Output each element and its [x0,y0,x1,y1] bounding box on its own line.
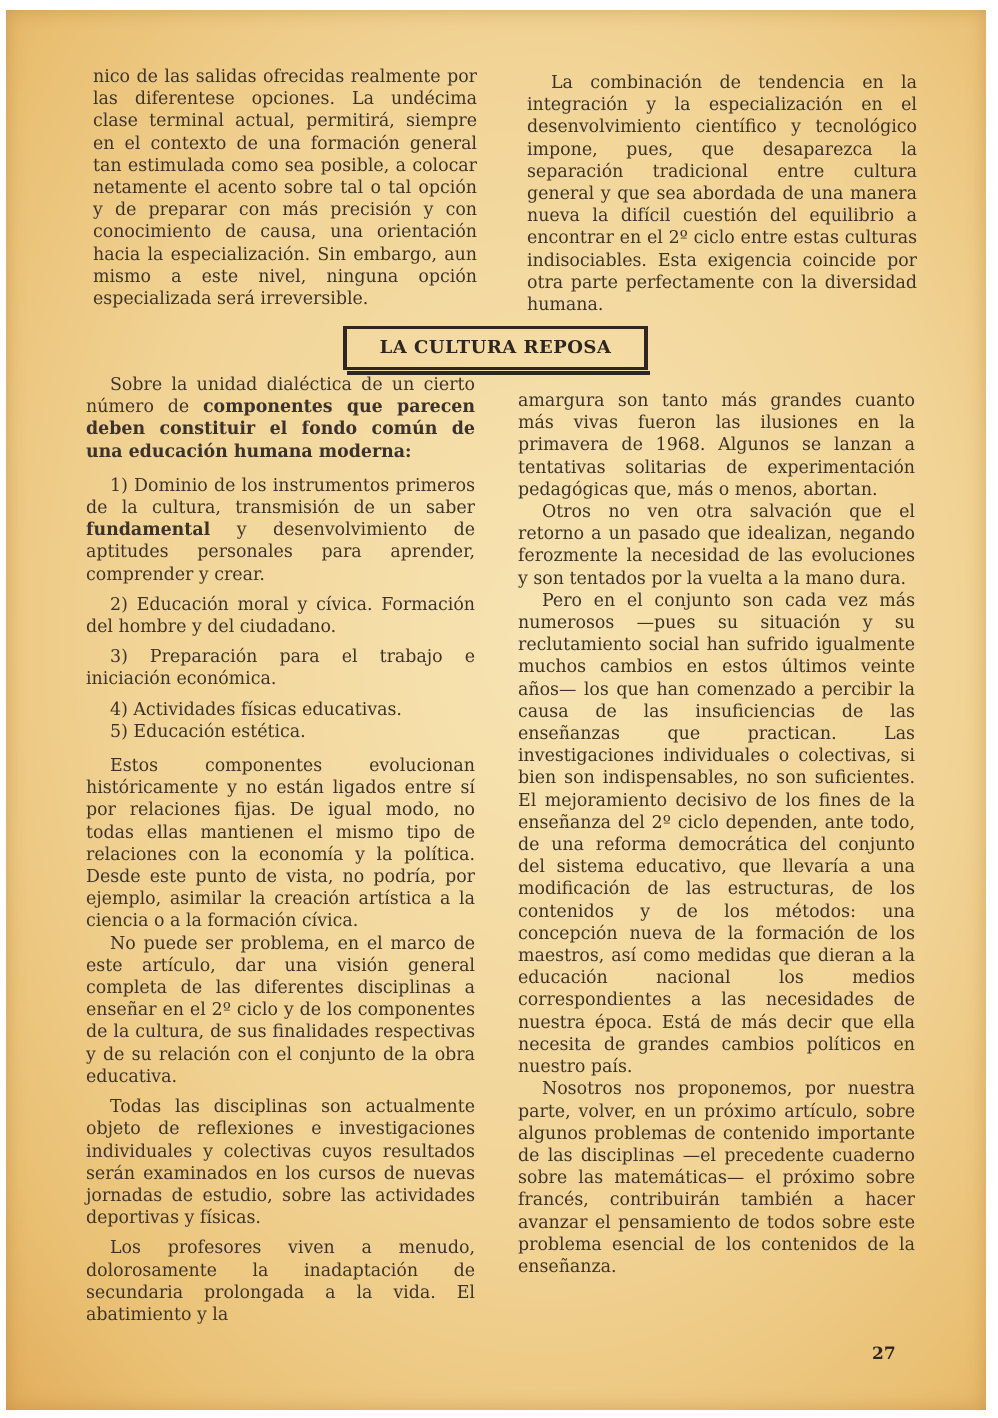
list-item-1-text: 1) Dominio de los instrumentos primeros de la cultura, transmisión de un saber [86,475,475,519]
intro-text: Sobre la unidad dialéctica de un cierto número de [86,375,475,418]
page-number: 27 [872,1344,896,1364]
intro-bold-text: componentes que parecen deben constituir el fondo común de una educación humana moderna: [86,397,475,462]
list-item-3: 3) Preparación para el trabajo e iniciación económica. [86,647,475,690]
right-column [518,390,915,1278]
paragraph-profesores: Los profesores viven a menudo, dolorosamente la inadaptación de secundaria prolongada a la vida. El abatimiento y la [86,1238,475,1325]
top-left-column [93,66,477,310]
paragraph-amargura: amargura son tanto más grandes cuanto más vivas fueron las ilusiones en la primavera de 1968. Algunos se lanzan a tentativas solitarias de experimentación pedagógicas que, más o menos, abortan. [518,391,915,500]
paragraph-disciplinas: Todas las disciplinas son actualmente objeto de reflexiones e investigaciones individuales y colectivas cuyos resultados serán examinados en los cursos de nuevas jornadas de estudio, sobre las actividades deportivas y físicas. [86,1097,475,1229]
list-item-5: 5) Educación estética. [110,721,306,742]
paragraph-combinacion: La combinación de tendencia en la integración y la especialización en el desenvolvimiento científico y tecnológico impone, pues, que desaparezca la separación tradicional entre cultura general y que sea abordada de una manera nueva la difícil cuestión del equilibrio a encontrar en el 2º ciclo entre estas culturas indisociables. Esta exigencia coincide por otra parte perfectamente con la diversidad humana. [527,73,917,316]
list-item-1 [86,475,475,586]
paragraph-componentes: Estos componentes evolucionan históricamente y no están ligados entre sí por relaciones fijas. De igual modo, no todas ellas mantienen el mismo tipo de relaciones con la economía y la política. Desde este punto de vista, no podría, por ejemplo, asimilar la creación artística a la ciencia o a la formación cívica. [86,756,475,932]
paragraph-otros: Otros no ven otra salvación que el retorno a un pasado que idealizan, negando ferozmente la necesidad de las evoluciones y son tentados por la vuelta a la mano dura. [518,502,915,589]
page [6,10,986,1410]
intro-paragraph [86,374,475,463]
paragraph-nosotros: Nosotros nos proponemos, por nuestra parte, volver, en un próximo artículo, sobre algunos problemas de contenido importante de las disciplinas —el precedente cuaderno sobre las matemáticas— el próximo sobre francés, contribuirán también a hacer avanzar el pensamiento de todos sobre este problema esencial de los contenidos de la enseñanza. [518,1079,915,1277]
list-item-1-bold: fundamental [86,520,211,541]
section-heading-box [343,326,648,370]
list-item-2: 2) Educación moral y cívica. Formación del hombre y del ciudadano. [86,594,475,638]
section-heading: LA CULTURA REPOSA [379,337,612,358]
list-item-4: 4) Actividades físicas educativas. [110,699,402,720]
paragraph-problema: No puede ser problema, en el marco de este artículo, dar una visión general completa de las diferentes disciplinas a enseñar en el 2º ciclo y de los componentes de la cultura, de sus finalidades respectivas y de su relación con el conjunto de la obra educativa. [86,933,475,1087]
left-column [86,374,475,1326]
list-item-1-rest: y desenvolvimiento de aptitudes personales para aprender, comprender y crear. [86,520,475,585]
top-right-column [527,72,917,316]
paragraph-conjunto: Pero en el conjunto son cada vez más numerosos —pues su situación y su reclutamiento social han sufrido igualmente muchos cambios en estos últimos veinte años— los que han comenzado a percibir la causa de las insuficiencias de las enseñanzas que practican. Las investigaciones individuales o colectivas, si bien son indispensables, no son suficientes. El mejoramiento decisivo de los fines de la enseñanza del 2º ciclo dependen, ante todo, de una reforma democrática del conjunto del sistema educativo, que llevaría a una modificación de las estructuras, de los contenidos y de los métodos: una concepción nueva de la formación de los maestros, así como medidas que dieran a la educación nacional los medios correspondientes a las necesidades de nuestra época. Está de más decir que ella necesita de grandes cambios políticos en nuestro país. [518,590,915,1078]
paragraph-salidas: nico de las salidas ofrecidas realmente por las diferentese opciones. La undécima clase terminal actual, permitirá, siempre en el contexto de una formación general tan estimulada como sea posible, a colocar netamente el acento sobre tal o tal opción y de preparar con más precisión y con conocimiento de causa, una orientación hacia la especialización. Sin embargo, aun mismo a este nivel, ninguna opción especializada será irreversible. [93,67,477,310]
